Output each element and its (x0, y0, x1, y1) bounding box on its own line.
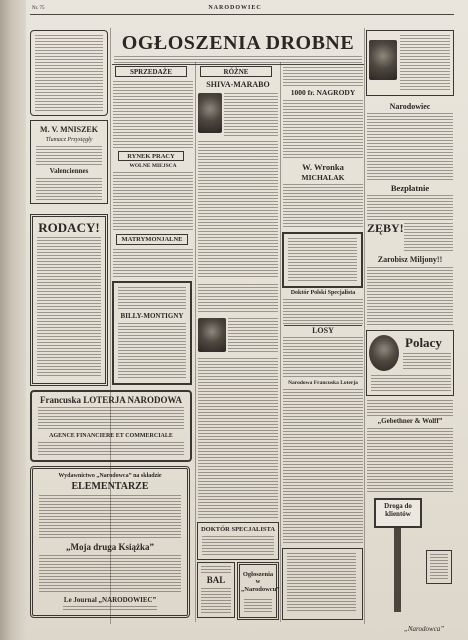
ad-fine-print (38, 442, 184, 457)
ad-nagroda-heading: 1000 fr. NAGRODY (290, 88, 356, 97)
ad-fine-print (430, 554, 448, 580)
classified-text (198, 284, 278, 314)
title-rule (112, 64, 364, 65)
section-sprzedaze-label: SPRZEDAŻE (129, 68, 172, 76)
classified-text (283, 389, 363, 543)
portrait-polacy (369, 335, 399, 371)
classified-text (367, 267, 453, 326)
ad-fine-print (39, 495, 181, 539)
ad-box-schmitt (282, 548, 363, 620)
column-rule (280, 62, 281, 622)
ad-doktor-polski-heading: Doktór Polski Specjalista (290, 290, 356, 296)
classified-text (228, 318, 278, 354)
ad-fine-print (36, 146, 102, 166)
ad-fine-print (202, 536, 274, 556)
title-subtext (114, 56, 362, 63)
section-rozne-label: RÓŻNE (223, 68, 249, 76)
ad-fine-print (63, 606, 157, 612)
ad-wydawnictwo-intro: Wydawnictwo „Narodowca” na składzie (58, 473, 162, 479)
classified-text (113, 249, 193, 277)
signpost-side-box (426, 550, 452, 584)
classified-text (367, 195, 453, 220)
ad-ksiazka: „Moja druga Książka” (65, 542, 154, 552)
ad-billy-town: BILLY-MONTIGNY (120, 312, 184, 320)
ad-rodacy-heading: RODACY! (38, 220, 100, 235)
signpost-board (374, 498, 422, 528)
ad-wronka-name: W. Wronka (302, 162, 344, 172)
section-matrymonjalne-label: MATRYMONJALNE (121, 236, 183, 243)
ad-loterja-narodowa-heading: Narodowa Francuska Loterja (288, 380, 358, 386)
ad-fine-print (36, 178, 102, 200)
ad-box-clinic (30, 30, 108, 116)
classified-text (113, 172, 193, 231)
ad-miljony-heading: Zarobisz Miljony!! (377, 255, 443, 264)
ad-wronka-partner: MICHALAK (301, 173, 345, 182)
section-rynek-pracy-label: RYNEK PRACY (127, 153, 175, 160)
ad-fine-print (403, 353, 451, 371)
classified-text (113, 81, 193, 149)
ad-zeby-heading: ZĘBY! (367, 221, 404, 235)
ad-fine-print (118, 287, 186, 309)
classified-text (367, 113, 453, 181)
classified-text (283, 67, 363, 86)
ad-fine-print (400, 35, 450, 91)
classified-text (198, 358, 278, 518)
ad-polacy-heading: Polacy (405, 335, 442, 350)
ad-box-rodacy (30, 214, 108, 386)
ad-journal: Le Journal „NARODOWIEC” (63, 596, 157, 604)
ad-mniszek-role: Tlumacz Przysięgły (45, 137, 93, 143)
ad-fine-print (287, 553, 356, 613)
signpost-text: Droga do klientów (384, 502, 412, 518)
page-edge-shadow (0, 0, 26, 640)
classified-text (283, 337, 363, 379)
ad-box-loterja (30, 390, 192, 462)
ad-fine-print (39, 555, 181, 593)
ad-mniszek-city: Valenciennes (49, 167, 89, 175)
header-rule (30, 14, 454, 15)
ad-box-paczki (282, 232, 363, 288)
newspaper-name: NARODOWIEC (208, 5, 262, 11)
classified-text (283, 299, 363, 324)
illustration-figure (198, 318, 226, 352)
section-rozne (200, 66, 272, 77)
ad-box-billy (112, 281, 192, 385)
column-rule (364, 28, 365, 624)
ad-fine-print (38, 407, 184, 429)
ad-box-wydawnictwo (30, 466, 190, 618)
signpost-pole (394, 528, 401, 612)
classified-text (367, 400, 453, 416)
column-rule (195, 62, 196, 622)
ad-bal-heading: BAL (206, 575, 226, 585)
ad-fine-print (201, 566, 231, 574)
ad-box-mniszek (30, 120, 108, 204)
issue-number: Nr. 75 (32, 6, 45, 11)
illustration-shiva (198, 93, 222, 133)
section-sprzedaze (115, 66, 187, 77)
section-matrymonjalne (116, 234, 188, 245)
classified-text (404, 223, 453, 253)
ad-bezplatnie-heading: Bezpłatnie (390, 183, 430, 193)
classified-text (198, 141, 278, 279)
ad-fine-print (201, 588, 231, 615)
ad-shiva-heading: SHIVA-MARABO (206, 80, 270, 89)
ad-loterja-title: Francuska LOTERJA NARODOWA (39, 395, 183, 405)
ad-fine-print (118, 323, 186, 379)
subsection-wolne-miejsca: WOLNE MIEJSCA (129, 163, 177, 169)
ad-elementarze: ELEMENTARZE (71, 481, 149, 492)
ad-fine-print (35, 35, 103, 111)
ad-box-ogloszenia (237, 562, 279, 620)
ad-box-doktor-specjalista (197, 522, 279, 560)
ad-fine-print (288, 238, 357, 282)
ad-mniszek-name: M. V. MNISZEK (40, 125, 98, 134)
section-losy: LOSY (312, 326, 334, 335)
classified-text (224, 93, 278, 138)
ad-loterja-agency: AGENCE FINANCIERE ET COMMERCIALE (49, 433, 173, 439)
ad-box-bal (197, 562, 235, 618)
ad-fine-print (244, 599, 272, 613)
page-title: OGŁOSZENIA DROBNE (121, 32, 355, 54)
ad-fine-print (371, 375, 451, 391)
ad-fine-print (37, 237, 101, 377)
ad-box-polacy (366, 330, 454, 396)
classified-text (283, 184, 363, 228)
ad-box-top-right (366, 30, 454, 96)
ad-doktor-specjalista-heading: DOKTÓR SPECJALISTA (200, 526, 276, 533)
section-rynek-pracy (118, 151, 184, 161)
ad-narodowiec-heading: Narodowiec (389, 102, 431, 111)
signpost-caption: „Narodowca” (404, 625, 445, 633)
illustration-man (369, 40, 397, 80)
ad-gebethner-heading: „Gebethner & Wolff” (377, 417, 443, 425)
ad-ogloszenia-text: Ogłoszenia w „Narodowcu” (241, 571, 280, 593)
classified-text (367, 428, 453, 492)
classified-text (283, 100, 363, 160)
